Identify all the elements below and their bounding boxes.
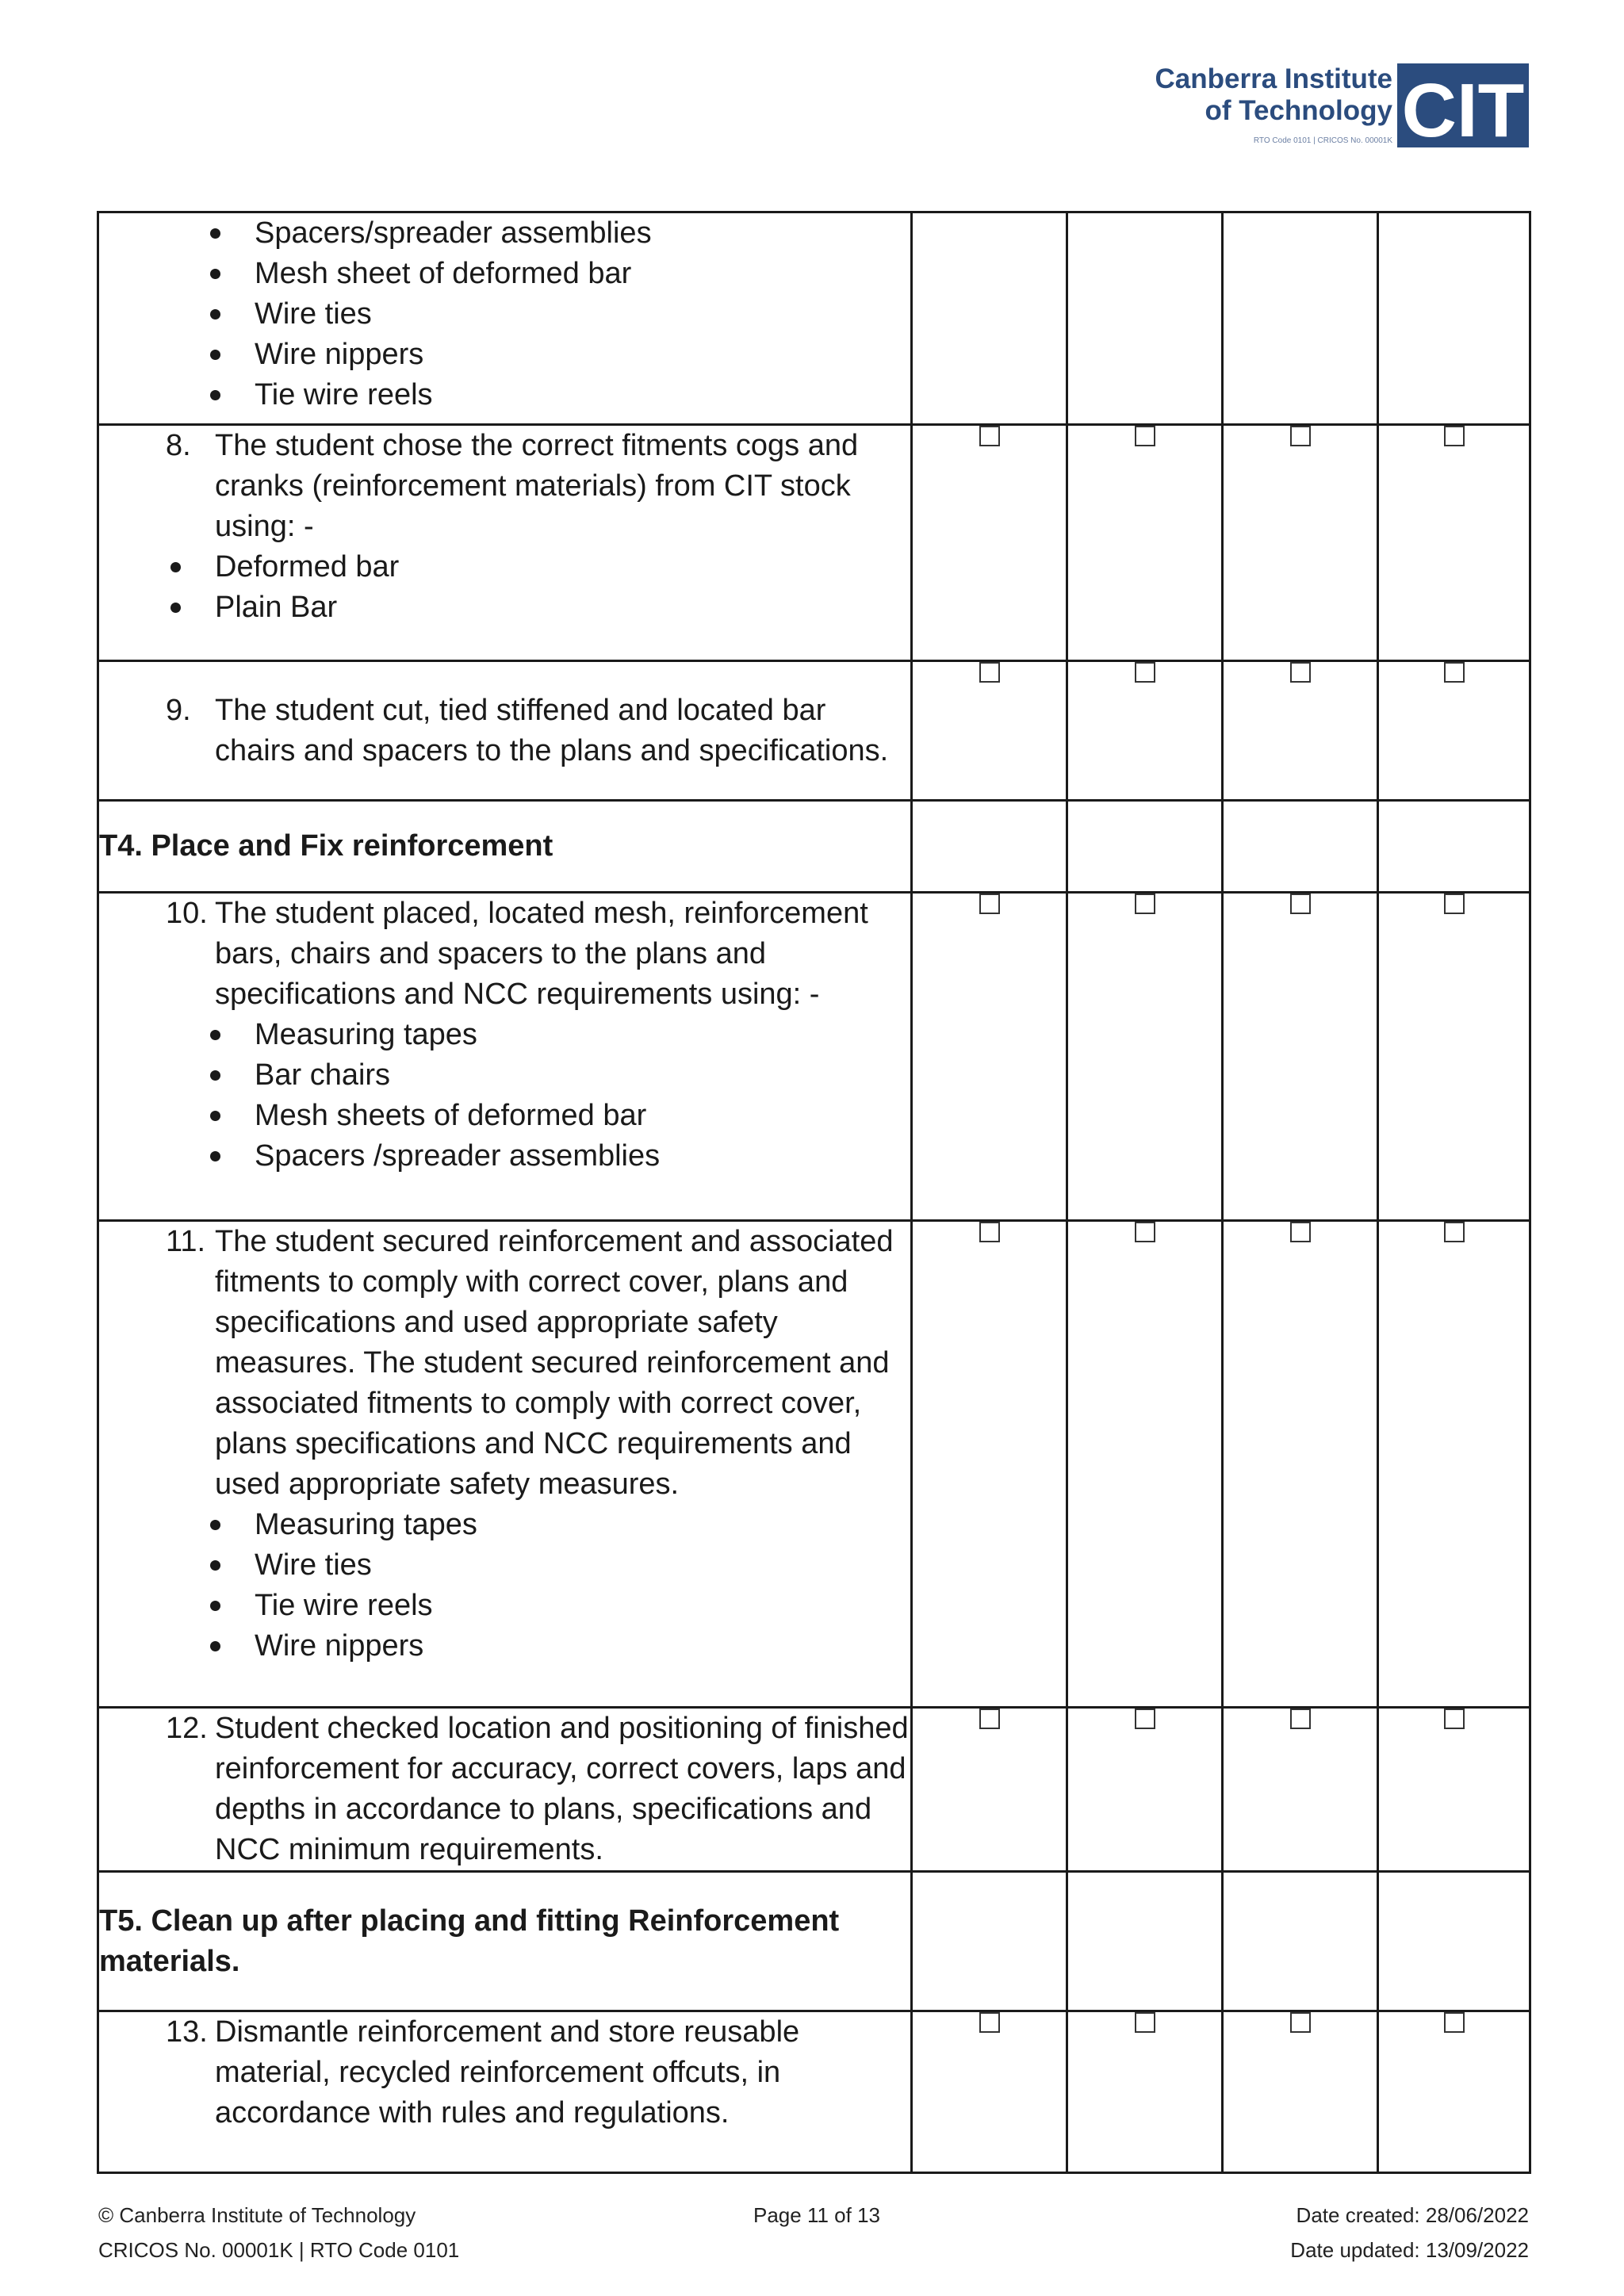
criteria-cell xyxy=(98,661,912,801)
list-item: Mesh sheet of deformed bar xyxy=(99,254,910,294)
result-cell xyxy=(1223,425,1378,661)
checkbox[interactable] xyxy=(1135,894,1155,914)
footer-copyright: © Canberra Institute of Technology xyxy=(98,2203,416,2227)
criteria-cell xyxy=(98,2011,912,2173)
checkbox[interactable] xyxy=(1444,894,1465,914)
result-cell xyxy=(1067,1708,1223,1872)
checkbox[interactable] xyxy=(1290,1222,1311,1242)
checkbox[interactable] xyxy=(1290,662,1311,683)
list-item: Measuring tapes xyxy=(99,1505,910,1545)
table-row xyxy=(98,212,1530,425)
item-number: 13. xyxy=(166,2015,208,2049)
result-cell xyxy=(1378,661,1530,801)
checkbox[interactable] xyxy=(1444,662,1465,683)
logo-line-3: RTO Code 0101 | CRICOS No. 00001K xyxy=(1253,136,1392,145)
list-item: Wire ties xyxy=(99,294,910,335)
result-cell xyxy=(1223,1708,1378,1872)
list-item: Bar chairs xyxy=(99,1055,910,1096)
logo-line-1: Canberra Institute xyxy=(1155,63,1392,94)
checkbox[interactable] xyxy=(1290,1709,1311,1729)
tools-list xyxy=(99,1015,910,1177)
checkbox[interactable] xyxy=(979,426,1000,446)
checkbox[interactable] xyxy=(1135,1222,1155,1242)
materials-list xyxy=(99,547,910,628)
result-cell xyxy=(1223,1221,1378,1708)
criteria-cell xyxy=(98,1221,912,1708)
section-heading: T5. Clean up after placing and fitting Reinforcement materials. xyxy=(98,1872,912,2011)
list-item: Spacers /spreader assemblies xyxy=(99,1136,910,1177)
checkbox[interactable] xyxy=(979,1709,1000,1729)
list-item: Tie wire reels xyxy=(99,1586,910,1626)
checkbox[interactable] xyxy=(1135,2012,1155,2033)
list-item: Wire nippers xyxy=(99,1626,910,1667)
checkbox[interactable] xyxy=(979,1222,1000,1242)
list-item: Mesh sheets of deformed bar xyxy=(99,1096,910,1136)
item-text: The student secured reinforcement and associated fitments to comply with correct cover, plans and specifications and used appropriate safety measures. The student secured reinforcement and associated fitments to comply with correct cover, plans specifications and NCC requirements and used appropriate safety measures. xyxy=(215,1225,894,1501)
table-row xyxy=(98,1221,1530,1708)
result-cell xyxy=(912,1221,1067,1708)
result-cell xyxy=(1067,661,1223,801)
result-cell xyxy=(1067,425,1223,661)
list-item: Tie wire reels xyxy=(99,375,910,415)
criteria-cell xyxy=(98,1708,912,1872)
checkbox[interactable] xyxy=(1444,1709,1465,1729)
section-heading: T4. Place and Fix reinforcement xyxy=(98,801,912,893)
list-item: Wire ties xyxy=(99,1545,910,1586)
item-text: Student checked location and positioning of finished reinforcement for accuracy, correct covers, laps and depths in accordance to plans, specifications and NCC minimum requirements. xyxy=(215,1712,909,1866)
result-cell xyxy=(1223,2011,1378,2173)
result-cell xyxy=(1378,425,1530,661)
result-cell xyxy=(1378,212,1530,425)
result-cell xyxy=(1378,1221,1530,1708)
table-row xyxy=(98,2011,1530,2173)
section-row xyxy=(98,801,1530,893)
result-cell xyxy=(912,212,1067,425)
checkbox[interactable] xyxy=(1290,894,1311,914)
result-cell xyxy=(1223,661,1378,801)
result-cell xyxy=(912,661,1067,801)
result-cell xyxy=(1067,1872,1223,2011)
result-cell xyxy=(1378,1708,1530,1872)
cit-logo-mark-icon xyxy=(1397,63,1529,147)
checkbox[interactable] xyxy=(1135,426,1155,446)
criteria-cell xyxy=(98,212,912,425)
table-row xyxy=(98,893,1530,1221)
result-cell xyxy=(1378,893,1530,1221)
logo-mark-text: CIT xyxy=(1401,68,1525,147)
result-cell xyxy=(1067,1221,1223,1708)
item-text: Dismantle reinforcement and store reusable material, recycled reinforcement offcuts, in accordance with rules and regulations. xyxy=(215,2015,800,2130)
page-number: Page 11 of 13 xyxy=(753,2203,880,2227)
table-row xyxy=(98,425,1530,661)
criteria-cell xyxy=(98,425,912,661)
result-cell xyxy=(912,801,1067,893)
table-row xyxy=(98,1708,1530,1872)
checkbox[interactable] xyxy=(1135,1709,1155,1729)
item-number: 11. xyxy=(166,1225,206,1258)
result-cell xyxy=(1378,801,1530,893)
item-number: 9. xyxy=(166,693,191,727)
checkbox[interactable] xyxy=(1444,2012,1465,2033)
list-item: Wire nippers xyxy=(99,335,910,375)
checkbox[interactable] xyxy=(1444,426,1465,446)
item-text: The student placed, located mesh, reinforcement bars, chairs and spacers to the plans and specifications and NCC requirements using: - xyxy=(215,897,868,1011)
checkbox[interactable] xyxy=(1135,662,1155,683)
result-cell xyxy=(1067,212,1223,425)
cit-logo xyxy=(1148,62,1529,151)
footer-codes: CRICOS No. 00001K | RTO Code 0101 xyxy=(98,2238,460,2262)
checkbox[interactable] xyxy=(1444,1222,1465,1242)
result-cell xyxy=(912,893,1067,1221)
date-created: Date created: 28/06/2022 xyxy=(1296,2203,1529,2227)
result-cell xyxy=(1223,893,1378,1221)
equipment-list xyxy=(99,213,910,415)
result-cell xyxy=(1223,801,1378,893)
result-cell xyxy=(1067,801,1223,893)
criteria-cell xyxy=(98,893,912,1221)
logo-line-2: of Technology xyxy=(1205,95,1392,126)
assessment-checklist-table xyxy=(97,211,1531,2174)
result-cell xyxy=(912,1872,1067,2011)
result-cell xyxy=(1067,2011,1223,2173)
checkbox[interactable] xyxy=(979,662,1000,683)
result-cell xyxy=(1067,893,1223,1221)
checkbox[interactable] xyxy=(1290,426,1311,446)
checkbox[interactable] xyxy=(979,2012,1000,2033)
checkbox[interactable] xyxy=(979,894,1000,914)
result-cell xyxy=(1223,212,1378,425)
item-number: 8. xyxy=(166,429,191,462)
result-cell xyxy=(1378,2011,1530,2173)
list-item: Plain Bar xyxy=(99,587,910,628)
result-cell xyxy=(912,2011,1067,2173)
result-cell xyxy=(912,1708,1067,1872)
list-item: Spacers/spreader assemblies xyxy=(99,213,910,254)
table-row xyxy=(98,661,1530,801)
item-text: The student cut, tied stiffened and located bar chairs and spacers to the plans and specifications. xyxy=(215,693,889,767)
item-text: The student chose the correct fitments cogs and cranks (reinforcement materials) from CIT stock using: - xyxy=(215,429,859,543)
date-updated: Date updated: 13/09/2022 xyxy=(1290,2238,1529,2262)
result-cell xyxy=(912,425,1067,661)
result-cell xyxy=(1223,1872,1378,2011)
section-row xyxy=(98,1872,1530,2011)
checkbox[interactable] xyxy=(1290,2012,1311,2033)
list-item: Deformed bar xyxy=(99,547,910,587)
list-item: Measuring tapes xyxy=(99,1015,910,1055)
result-cell xyxy=(1378,1872,1530,2011)
tools-list xyxy=(99,1505,910,1667)
item-number: 12. xyxy=(166,1712,208,1745)
item-number: 10. xyxy=(166,897,208,930)
